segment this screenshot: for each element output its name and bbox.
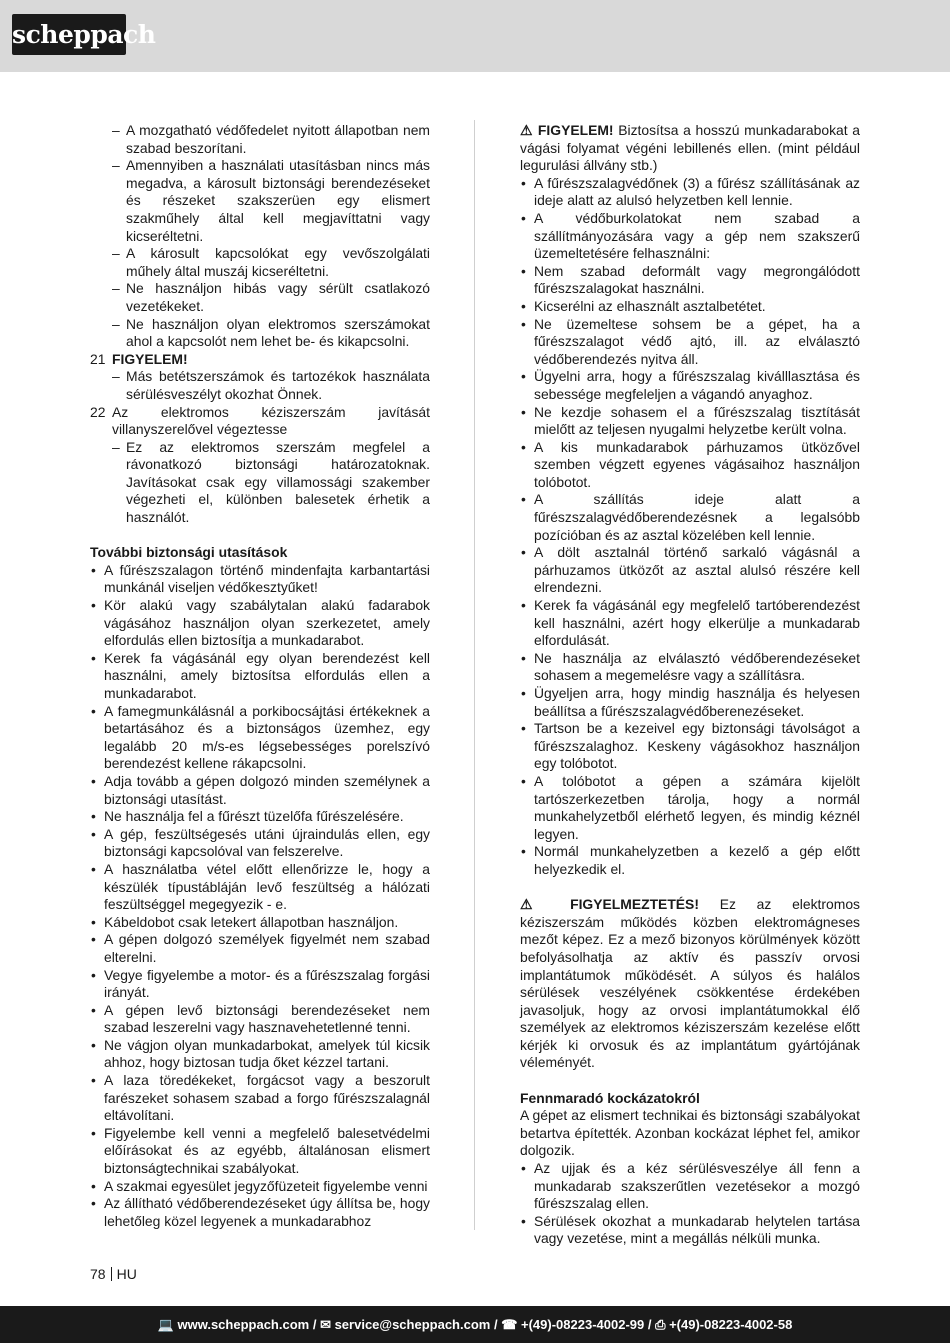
bullet-item bbox=[520, 544, 860, 597]
list-item-text: Az állítható védőberendezéseket úgy állítsa be, hogy lehetőleg közel legyenek a munkadarabhoz bbox=[104, 1195, 430, 1229]
list-item-text: A gép, feszültségesés utáni újraindulás ellen, egy biztonsági kapcsolóval van felszerelve. bbox=[104, 825, 430, 860]
list-marker: – bbox=[112, 245, 120, 262]
section-heading: Fennmaradó kockázatokról bbox=[520, 1089, 700, 1106]
list-marker: • bbox=[91, 772, 96, 789]
list-marker: • bbox=[521, 720, 526, 737]
list-item-text: A laza töredékeket, forgácsot vagy a beszorult farészeket sohasem szabad a forgo fűrészszalagnál eltávolítani. bbox=[104, 1072, 430, 1124]
dash-item bbox=[90, 280, 430, 315]
bullet-item bbox=[520, 1213, 860, 1248]
list-marker: – bbox=[112, 438, 120, 455]
list-marker: • bbox=[91, 597, 96, 614]
bullet-item bbox=[520, 368, 860, 403]
warning-text: Ez az elektromos kéziszerszám működés közben elektromágneses mezőt képez. Ez a mező bizonyos körülmények között befolyásolhatja az aktív és passzív orvosi implantátumok működését. A súlyos és halálos sérülések veszélyének csökkentése érdekében javasoljuk, hogy az orvosi implantátumokkal élő személyek az elektromos kéziszerszám kezelése előtt kérjék ki orvosuk és az implantátum gyártójának véleményét. bbox=[520, 896, 860, 1071]
brand-logo: scheppach bbox=[12, 14, 126, 55]
bullet-item bbox=[520, 650, 860, 685]
bullet-item bbox=[520, 685, 860, 720]
bullet-item bbox=[520, 316, 860, 369]
warning-paragraph bbox=[520, 122, 860, 175]
spacer bbox=[90, 527, 430, 545]
bullet-item bbox=[90, 703, 430, 773]
numbered-item bbox=[90, 404, 430, 439]
list-marker: • bbox=[521, 685, 526, 701]
footer-email[interactable]: service@scheppach.com bbox=[334, 1317, 491, 1332]
warning-title: FIGYELMEZTETÉS! bbox=[570, 896, 699, 913]
warning-text: Biztosítsa a hosszú munkadarabokat a vágási folyamat végéni lebillenés ellen. (mint például legurulási állvány stb.) bbox=[520, 122, 861, 174]
bullet-item bbox=[520, 1160, 860, 1213]
list-item-text: Vegye figyelembe a motor- és a fűrészszalag forgási irányát. bbox=[104, 966, 430, 1001]
bullet-item bbox=[90, 597, 430, 650]
list-marker: – bbox=[112, 315, 120, 332]
bullet-item bbox=[90, 808, 430, 826]
left-column bbox=[90, 122, 430, 1230]
list-item-text: Ügyeljen arra, hogy mindig használja és helyesen beállítsa a fűrészszalagvédőberenezéseket. bbox=[534, 685, 860, 719]
list-marker: • bbox=[91, 931, 96, 948]
list-marker: • bbox=[521, 315, 526, 332]
bullet-item bbox=[90, 914, 430, 932]
bullet-item bbox=[520, 210, 860, 263]
list-item-text: Tartson be a kezeivel egy biztonsági távolságot a fűrészszalaghoz. Keskeny vágásokhoz használjon egy tolóbotot. bbox=[534, 720, 860, 772]
bullet-item bbox=[520, 597, 860, 650]
list-marker: • bbox=[91, 808, 96, 825]
list-marker: • bbox=[521, 262, 526, 279]
list-item-text: Ügyelni arra, hogy a fűrészszalag kiválllasztása és sebessége megfeleljen a vágandó anyaghoz. bbox=[534, 368, 860, 402]
list-marker: – bbox=[112, 122, 120, 138]
bullet-item bbox=[520, 175, 860, 210]
bullet-item bbox=[90, 1195, 430, 1230]
list-item-text: Kerek fa vágásánál egy olyan berendezést kell használni, amely biztosítsa elfordulás ellen a munkadarabot. bbox=[104, 649, 430, 701]
list-item-text: Ne üzemeltese sohsem be a gépet, ha a fűrészszalagot védő ajtó, ill. az elválasztó védőberendezés nyitva áll. bbox=[534, 315, 860, 367]
list-marker: 21 bbox=[90, 350, 106, 367]
bullet-item bbox=[90, 1002, 430, 1037]
bullet-item bbox=[520, 720, 860, 773]
list-item-text: A károsult kapcsolókat egy vevőszolgálati műhely által muszáj kicseréltetni. bbox=[126, 245, 430, 279]
spacer bbox=[520, 1072, 860, 1090]
bullet-item bbox=[90, 1072, 430, 1125]
list-item-text: A használatba vétel előtt ellenőrizze le, hogy a készülék típustábláján levő feszültség a hálózati feszültséggel megegyezik - e. bbox=[104, 860, 430, 913]
list-item-text: Amennyiben a használati utasításban nincs más megadva, a károsult biztonsági berendezéseket és részeket szakszerüen egy elismert szakműhely által kell megjavíttatni vagy kicseréltetni. bbox=[126, 157, 430, 244]
list-marker: – bbox=[112, 368, 120, 385]
list-marker: • bbox=[91, 913, 96, 930]
list-item-text: Kör alakú vagy szabálytalan alakú fadarabok vágásához használjon olyan szerkezetet, amely elfordulás ellen biztosítja a munkadarabot. bbox=[104, 597, 430, 649]
list-item-text: Az ujjak és a kéz sérülésveszélye áll fenn a munkadarab szakszerűtlen vezetésekor a mozgó fűrészszalag ellen. bbox=[534, 1160, 860, 1212]
footer-web[interactable]: www.scheppach.com bbox=[177, 1317, 310, 1332]
page-number-separator bbox=[111, 1267, 112, 1281]
list-marker: • bbox=[91, 649, 96, 666]
warning-triangle-icon: ⚠ bbox=[520, 122, 538, 138]
list-marker: • bbox=[91, 702, 96, 719]
list-marker: 22 bbox=[90, 403, 106, 420]
list-item-text: A fűrészszalagvédőnek (3) a fűrész szállításának az ideje alatt az alulsó helyzetben kell lennie. bbox=[534, 174, 860, 209]
list-marker: • bbox=[521, 297, 526, 314]
list-item-text: Ne használjon olyan elektromos szerszámokat ahol a kapcsolót nem lehet be- és kikapcsolni. bbox=[126, 315, 430, 350]
bullet-item bbox=[520, 404, 860, 439]
list-item-text: A mozgatható védőfedelet nyitott állapotban nem szabad beszorítani. bbox=[126, 122, 430, 156]
footer-fax: +(49)-08223-4002-58 bbox=[669, 1317, 793, 1332]
list-item-text: Ne használja az elválasztó védőberendezéseket sohasem a megemelésre vagy a szállításra. bbox=[534, 649, 860, 684]
footer-sep-1: / bbox=[309, 1317, 321, 1332]
list-marker: • bbox=[521, 843, 526, 860]
list-marker: • bbox=[521, 772, 526, 789]
bullet-item bbox=[90, 650, 430, 703]
list-item-text: A szakmai egyesület jegyzőfüzeteit figyelembe venni bbox=[104, 1177, 428, 1194]
list-item-text: Normál munkahelyzetben a kezelő a gép előtt helyezkedik el. bbox=[534, 843, 860, 877]
bullet-item bbox=[90, 931, 430, 966]
footer-bar bbox=[0, 1306, 950, 1343]
bullet-item bbox=[90, 773, 430, 808]
dash-item bbox=[90, 368, 430, 403]
bullet-item bbox=[90, 826, 430, 861]
list-item-text: A védőburkolatokat nem szabad a szállítmányozására vagy a gép nem szakszerű üzemeltetésére felhasználni: bbox=[534, 209, 860, 262]
list-marker: • bbox=[91, 1177, 96, 1194]
header-bar bbox=[0, 0, 950, 72]
list-marker: • bbox=[521, 438, 526, 455]
section-heading: További biztonsági utasítások bbox=[90, 544, 288, 561]
list-item-text: Figyelembe kell venni a megfelelő balesetvédelmi előírásokat és az egyébb, általánosan elismert biztonságtechnikai szabályokat. bbox=[104, 1124, 430, 1177]
list-marker: • bbox=[521, 174, 526, 191]
list-marker: • bbox=[91, 860, 96, 877]
list-item-text: Az elektromos kéziszerszám javítását villanyszerelővel végeztesse bbox=[112, 403, 430, 438]
list-item-text: A kis munkadarabok párhuzamos ütközővel szemben végzett egyenes vágásaihoz használjon tolóbotot. bbox=[534, 438, 860, 490]
list-marker: • bbox=[521, 1212, 526, 1229]
list-marker: • bbox=[521, 1160, 526, 1177]
list-item-text: Adja tovább a gépen dolgozó minden személynek a biztonsági utasítást. bbox=[104, 772, 430, 807]
list-marker: • bbox=[91, 966, 96, 983]
list-item-text: A szállítás ideje alatt a fűrészszalagvédőberendezésnek a legalsóbb pozícióban és az asztal közelében kell lennie. bbox=[534, 491, 860, 543]
list-item-text: FIGYELEM! bbox=[112, 350, 188, 367]
bullet-item bbox=[520, 491, 860, 544]
bullet-item bbox=[520, 298, 860, 316]
footer-sep-3: / bbox=[644, 1317, 656, 1332]
bullet-item bbox=[90, 562, 430, 597]
list-marker: • bbox=[91, 825, 96, 842]
bullet-item bbox=[520, 843, 860, 878]
bullet-item bbox=[90, 967, 430, 1002]
list-marker: • bbox=[91, 1001, 96, 1018]
dash-item bbox=[90, 316, 430, 351]
footer-sep-2: / bbox=[490, 1317, 502, 1332]
phone-icon: ☎ bbox=[501, 1317, 521, 1332]
right-column bbox=[520, 122, 860, 1248]
list-item-text: Kábeldobot csak letekert állapotban használjon. bbox=[104, 913, 399, 930]
list-item-text: A gépen dolgozó személyek figyelmét nem szabad elterelni. bbox=[104, 931, 430, 965]
list-marker: • bbox=[521, 491, 526, 508]
bullet-item bbox=[90, 1178, 430, 1196]
list-marker: • bbox=[521, 544, 526, 561]
list-marker: • bbox=[91, 1072, 96, 1089]
spacer bbox=[520, 879, 860, 897]
list-marker: • bbox=[521, 368, 526, 385]
paragraph: A gépet az elismert technikai és biztonsági szabályokat betartva építették. Azonban kockázat léphet fel, amikor dolgozik. bbox=[520, 1107, 860, 1159]
list-item-text: Kerek fa vágásánál egy megfelelő tartóberendezést kell használni, azért hogy elkerülje a munkadarab elfordulását. bbox=[534, 597, 860, 649]
fax-icon: ⎙ bbox=[655, 1317, 670, 1332]
list-marker: • bbox=[521, 649, 526, 666]
list-item-text: Kicserélni az elhasznált asztalbetétet. bbox=[534, 297, 766, 314]
list-marker: • bbox=[91, 1124, 96, 1141]
list-item-text: Ne vágjon olyan munkadarbokat, amelyek túl kicsik ahhoz, hogy biztosan tudja őket kézzel tartani. bbox=[104, 1036, 430, 1071]
list-item-text: A dölt asztalnál történő sarkaló vágásnál a párhuzamos ütközőt az asztal alulsó részére kell elrendezni. bbox=[534, 544, 860, 596]
list-marker: • bbox=[521, 597, 526, 614]
list-marker: • bbox=[521, 403, 526, 420]
list-marker: • bbox=[91, 1195, 96, 1212]
dash-item bbox=[90, 157, 430, 245]
page-number-value: 78 bbox=[90, 1266, 106, 1282]
computer-icon: 💻 bbox=[157, 1317, 178, 1332]
page-number bbox=[90, 1265, 137, 1283]
list-item-text: Ne használjon hibás vagy sérült csatlakozó vezetékeket. bbox=[126, 280, 430, 314]
bullet-item bbox=[90, 1037, 430, 1072]
list-item-text: Sérülések okozhat a munkadarab helytelen tartása vagy vezetése, mint a megállás nélküli munka. bbox=[534, 1212, 860, 1247]
list-item-text: Más betétszerszámok és tartozékok használata sérülésveszélyt okozhat Önnek. bbox=[126, 368, 430, 402]
warning-title: FIGYELEM! bbox=[537, 122, 614, 138]
bullet-item bbox=[520, 263, 860, 298]
list-item-text: A fűrészszalagon történő mindenfajta karbantartási munkánál viseljen védőkesztyűket! bbox=[104, 561, 430, 596]
bullet-item bbox=[90, 1125, 430, 1178]
bullet-item bbox=[520, 773, 860, 843]
dash-item bbox=[90, 122, 430, 157]
list-item-text: Nem szabad deformált vagy megrongálódott fűrészszalagokat használni. bbox=[534, 262, 860, 297]
warning-triangle-icon: ⚠ bbox=[520, 896, 571, 913]
list-item-text: A tolóbotot a gépen a számára kijelölt tartószerkezetben tárolja, hogy a normál munkahelyzetből elérhető legyen, és mindig kéznél legyen. bbox=[534, 772, 860, 842]
list-marker: – bbox=[112, 280, 120, 297]
list-item-text: Ez az elektromos szerszám megfelel a rávonatkozó biztonsági határozatoknak. Javításokat csak egy villamossági szakember végezheti el, különben balesetek érhetik a használót. bbox=[126, 438, 430, 526]
mail-icon: ✉ bbox=[320, 1317, 335, 1332]
warning-paragraph bbox=[520, 896, 860, 1072]
list-marker: – bbox=[112, 157, 120, 174]
list-item-text: Ne használja fel a fűrészt tüzelőfa fűrészelésére. bbox=[104, 808, 404, 825]
page-language: HU bbox=[116, 1266, 137, 1282]
bullet-item bbox=[90, 861, 430, 914]
list-marker: • bbox=[521, 209, 526, 226]
bullet-item bbox=[520, 439, 860, 492]
footer-phone: +(49)-08223-4002-99 bbox=[521, 1317, 645, 1332]
column-divider bbox=[474, 120, 475, 1230]
list-item-text: A gépen levő biztonsági berendezéseket nem szabad leszerelni vagy hasznavehetetlenné tenni. bbox=[104, 1001, 430, 1036]
list-marker: • bbox=[91, 1036, 96, 1053]
dash-item bbox=[90, 439, 430, 527]
list-marker: • bbox=[91, 561, 96, 578]
list-item-text: A famegmunkálásnál a porkibocsájtási értékeknek a betartásához és a biztonságos üzemhez, egy legalább 20 m/s-es légsebességes porelszívó berendezést kellene rákapcsolni. bbox=[104, 702, 430, 772]
numbered-item bbox=[90, 351, 430, 369]
list-item-text: Ne kezdje sohasem el a fűrészszalag tisztítását mielőtt az teljesen nyugalmi helyzetbe került volna. bbox=[534, 403, 860, 438]
dash-item bbox=[90, 245, 430, 280]
